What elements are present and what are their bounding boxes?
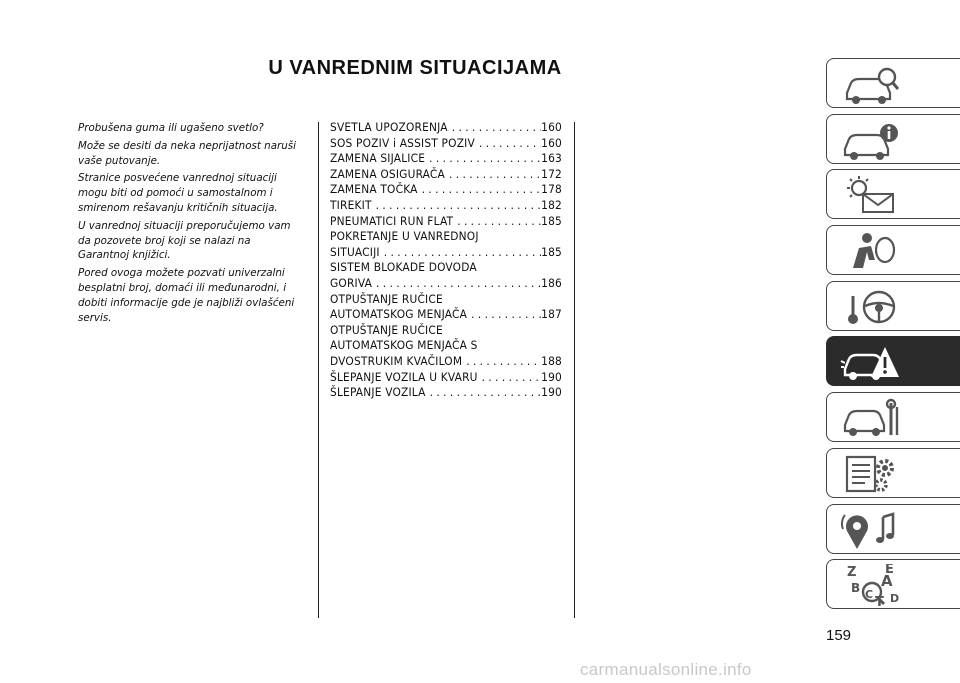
toc-entry-title: OTPUŠTANJE RUČICE bbox=[330, 291, 443, 306]
toc-entry[interactable] bbox=[330, 292, 562, 323]
tab-letter: D bbox=[890, 592, 899, 606]
toc-page-number: 182 bbox=[541, 197, 562, 212]
toc-entry[interactable] bbox=[330, 151, 562, 167]
page-title: U VANREDNIM SITUACIJAMA bbox=[268, 57, 562, 79]
toc-entry[interactable] bbox=[330, 136, 562, 152]
toc-entry-line bbox=[330, 307, 562, 323]
chapter-tab[interactable] bbox=[826, 58, 960, 108]
toc-entry-title: OTPUŠTANJE RUČICE bbox=[330, 322, 443, 337]
toc-entry-title: SISTEM BLOKADE DOVODA bbox=[330, 260, 477, 275]
toc-entry-title: AUTOMATSKOG MENJAČA S bbox=[330, 338, 478, 353]
chapter-tab[interactable] bbox=[826, 114, 960, 164]
toc-entry[interactable] bbox=[330, 214, 562, 230]
toc-page-number: 190 bbox=[541, 385, 562, 400]
car-crash-warning-icon bbox=[839, 341, 899, 383]
toc-entry-title: POKRETANJE U VANREDNOJ bbox=[330, 229, 479, 244]
intro-paragraph: U vanrednoj situaciji preporučujemo vam da pozovete broj koji se nalazi na Garantnoj knjižici. bbox=[78, 219, 291, 262]
intro-paragraph: Stranice posvećene vanrednoj situaciji mogu biti od pomoći u samostalnom i smirenom rešavanju kritičnih situacija. bbox=[78, 172, 278, 214]
tab-letter: B bbox=[851, 581, 861, 596]
toc-entry-line bbox=[330, 292, 562, 308]
chapter-tab[interactable] bbox=[826, 281, 960, 331]
toc-entry-line bbox=[330, 370, 562, 386]
toc-leader-dots bbox=[445, 167, 541, 183]
toc-leader-dots bbox=[467, 307, 541, 323]
toc-leader-dots bbox=[426, 385, 542, 401]
toc-page-number: 190 bbox=[541, 369, 562, 384]
table-of-contents bbox=[330, 120, 562, 401]
toc-entry-title: GORIVA bbox=[330, 275, 373, 290]
intro-paragraph: Probušena guma ili ugašeno svetlo? bbox=[78, 122, 264, 134]
toc-page-number: 188 bbox=[541, 353, 562, 368]
column-divider-left bbox=[318, 122, 319, 618]
toc-page-number: 185 bbox=[541, 213, 562, 228]
toc-entry-line bbox=[330, 214, 562, 230]
toc-entry[interactable] bbox=[330, 120, 562, 136]
toc-entry[interactable] bbox=[330, 198, 562, 214]
data-gear-icon bbox=[839, 453, 899, 495]
toc-leader-dots bbox=[372, 276, 541, 292]
car-info-icon bbox=[839, 119, 899, 161]
toc-leader-dots bbox=[453, 214, 541, 230]
tab-letter: C bbox=[865, 588, 874, 602]
toc-page-number: 178 bbox=[541, 182, 562, 197]
car-tools-icon bbox=[839, 397, 899, 439]
light-envelope-icon bbox=[839, 174, 899, 216]
page-number: 159 bbox=[826, 627, 852, 644]
toc-entry-title: SOS POZIV i ASSIST POZIV bbox=[330, 135, 475, 150]
toc-entry-line bbox=[330, 276, 562, 292]
toc-entry[interactable] bbox=[330, 229, 562, 260]
alphabet-search-icon bbox=[839, 564, 899, 606]
toc-leader-dots bbox=[380, 245, 541, 261]
tab-letter: Z bbox=[847, 565, 857, 581]
toc-entry-title: AUTOMATSKOG MENJAČA bbox=[330, 307, 468, 322]
toc-leader-dots bbox=[425, 151, 541, 167]
chapter-tab[interactable] bbox=[826, 448, 960, 498]
toc-entry[interactable] bbox=[330, 182, 562, 198]
toc-entry[interactable] bbox=[330, 370, 562, 386]
toc-entry-title: ŠLEPANJE VOZILA bbox=[330, 385, 426, 400]
toc-entry-line bbox=[330, 385, 562, 401]
tab-letter: A bbox=[881, 572, 893, 591]
intro-paragraph: Može se desiti da neka neprijatnost naruši vaše putovanje. bbox=[78, 139, 296, 167]
toc-entry-line bbox=[330, 323, 562, 339]
toc-page-number: 186 bbox=[541, 275, 562, 290]
toc-entry-title: ZAMENA OSIGURAČA bbox=[330, 166, 445, 181]
watermark: carmanualsonline.info bbox=[580, 660, 752, 679]
toc-page-number: 160 bbox=[541, 120, 562, 134]
toc-entry-title: DVOSTRUKIM KVAČILOM bbox=[330, 353, 463, 368]
airbag-person-icon bbox=[839, 230, 899, 272]
toc-leader-dots bbox=[418, 182, 542, 198]
toc-entry-line bbox=[330, 120, 562, 136]
toc-entry-title: ZAMENA TOČKA bbox=[330, 182, 418, 197]
toc-entry-line bbox=[330, 245, 562, 261]
toc-entry-line bbox=[330, 136, 562, 152]
toc-entry-line bbox=[330, 167, 562, 183]
chapter-tab[interactable] bbox=[826, 504, 960, 554]
toc-entry-line bbox=[330, 229, 562, 245]
toc-page-number: 172 bbox=[541, 166, 562, 181]
toc-entry-title: SITUACIJI bbox=[330, 244, 380, 259]
toc-entry-line bbox=[330, 260, 562, 276]
toc-entry-title: TIREKIT bbox=[330, 197, 372, 212]
toc-entry[interactable] bbox=[330, 167, 562, 183]
toc-page-number: 160 bbox=[541, 135, 562, 150]
toc-entry-line bbox=[330, 354, 562, 370]
car-search-icon bbox=[839, 63, 899, 105]
map-pin-music-icon bbox=[839, 509, 899, 551]
toc-leader-dots bbox=[372, 198, 541, 214]
toc-entry[interactable] bbox=[330, 385, 562, 401]
toc-entry-line bbox=[330, 198, 562, 214]
toc-leader-dots bbox=[475, 136, 541, 152]
toc-page-number: 187 bbox=[541, 307, 562, 322]
intro-text bbox=[78, 121, 303, 328]
toc-entry-title: SVETLA UPOZORENJA bbox=[330, 120, 448, 134]
chapter-tab-bar bbox=[826, 58, 960, 615]
chapter-tab[interactable] bbox=[826, 336, 960, 386]
toc-leader-dots bbox=[462, 354, 541, 370]
toc-entry-line bbox=[330, 151, 562, 167]
tab-letter: E bbox=[885, 564, 894, 578]
toc-page-number: 163 bbox=[541, 151, 562, 166]
column-divider-right bbox=[574, 122, 575, 618]
toc-entry-title: ZAMENA SIJALICE bbox=[330, 151, 426, 166]
key-steering-wheel-icon bbox=[839, 286, 899, 328]
chapter-tab[interactable] bbox=[826, 559, 960, 609]
toc-entry-title: PNEUMATICI RUN FLAT bbox=[330, 213, 454, 228]
toc-entry-line bbox=[330, 182, 562, 198]
intro-paragraph: Pored ovoga možete pozvati univerzalni besplatni broj, domaći ili međunarodni, i dobiti informacije gde je najbliži ovlašćeni servis. bbox=[78, 267, 295, 324]
toc-entry[interactable] bbox=[330, 260, 562, 291]
toc-entry[interactable] bbox=[330, 323, 562, 370]
chapter-tab[interactable] bbox=[826, 169, 960, 219]
chapter-tab[interactable] bbox=[826, 392, 960, 442]
toc-leader-dots bbox=[448, 120, 541, 136]
toc-entry-line bbox=[330, 338, 562, 354]
toc-leader-dots bbox=[478, 370, 542, 386]
toc-entry-title: ŠLEPANJE VOZILA U KVARU bbox=[330, 369, 478, 384]
toc-page-number: 185 bbox=[541, 244, 562, 259]
tab-letter: T bbox=[875, 595, 884, 607]
chapter-tab[interactable] bbox=[826, 225, 960, 275]
